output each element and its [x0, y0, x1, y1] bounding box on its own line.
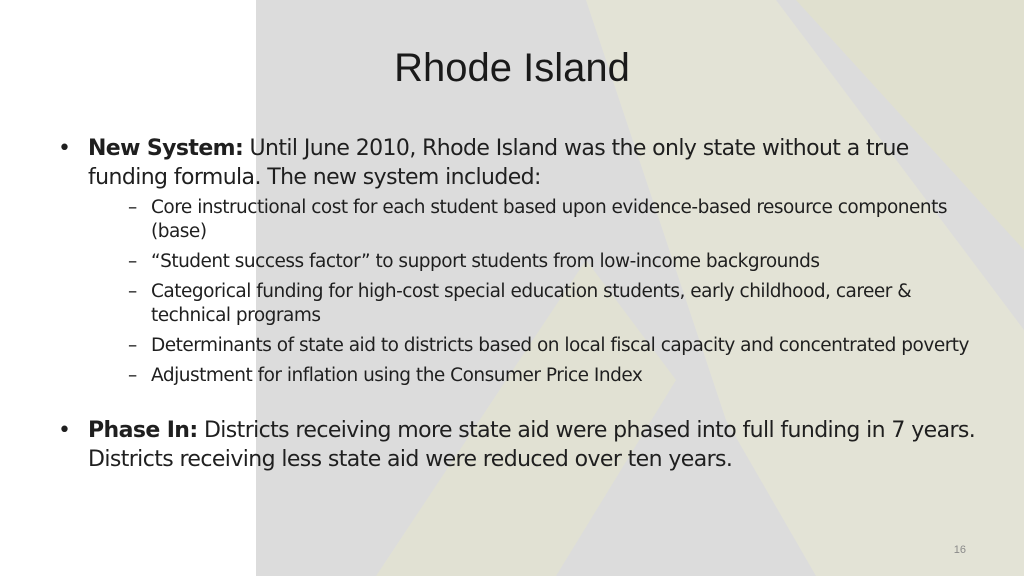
- bullet-icon: •: [58, 418, 71, 443]
- bullet-phase-in: [58, 416, 978, 474]
- slide-body: [58, 134, 978, 474]
- spacer: [58, 394, 978, 416]
- slide-title: Rhode Island: [394, 46, 630, 90]
- sub-item-text: Core instructional cost for each student based upon evidence-based resource components (base): [151, 197, 948, 242]
- dash-icon: –: [128, 335, 137, 356]
- sub-item-text: Categorical funding for high-cost special education students, early childhood, career & technical programs: [151, 281, 912, 326]
- sub-item: [88, 334, 978, 358]
- dash-icon: –: [128, 281, 137, 302]
- sub-item-text: Determinants of state aid to districts based on local fiscal capacity and concentrated poverty: [151, 335, 970, 356]
- sub-item-text: Adjustment for inflation using the Consumer Price Index: [151, 365, 643, 386]
- dash-icon: –: [128, 251, 137, 272]
- sub-item: [88, 280, 978, 328]
- bullet-icon: •: [58, 136, 71, 161]
- page-number: 16: [953, 544, 966, 556]
- bullet-text: Districts receiving more state aid were phased into full funding in 7 years. Districts receiving less state aid were reduced over ten years.: [88, 418, 976, 472]
- sub-item: [88, 364, 978, 388]
- sub-item-text: “Student success factor” to support students from low-income backgrounds: [151, 251, 820, 272]
- dash-icon: –: [128, 365, 137, 386]
- sub-item: [88, 250, 978, 274]
- bullet-text: Until June 2010, Rhode Island was the only state without a true funding formula. The new system included:: [88, 136, 909, 190]
- sub-list: [88, 196, 978, 388]
- bullet-label: New System:: [88, 136, 244, 161]
- sub-item: [88, 196, 978, 244]
- bullet-new-system: [58, 134, 978, 388]
- bullet-label: Phase In:: [88, 418, 198, 443]
- dash-icon: –: [128, 197, 137, 218]
